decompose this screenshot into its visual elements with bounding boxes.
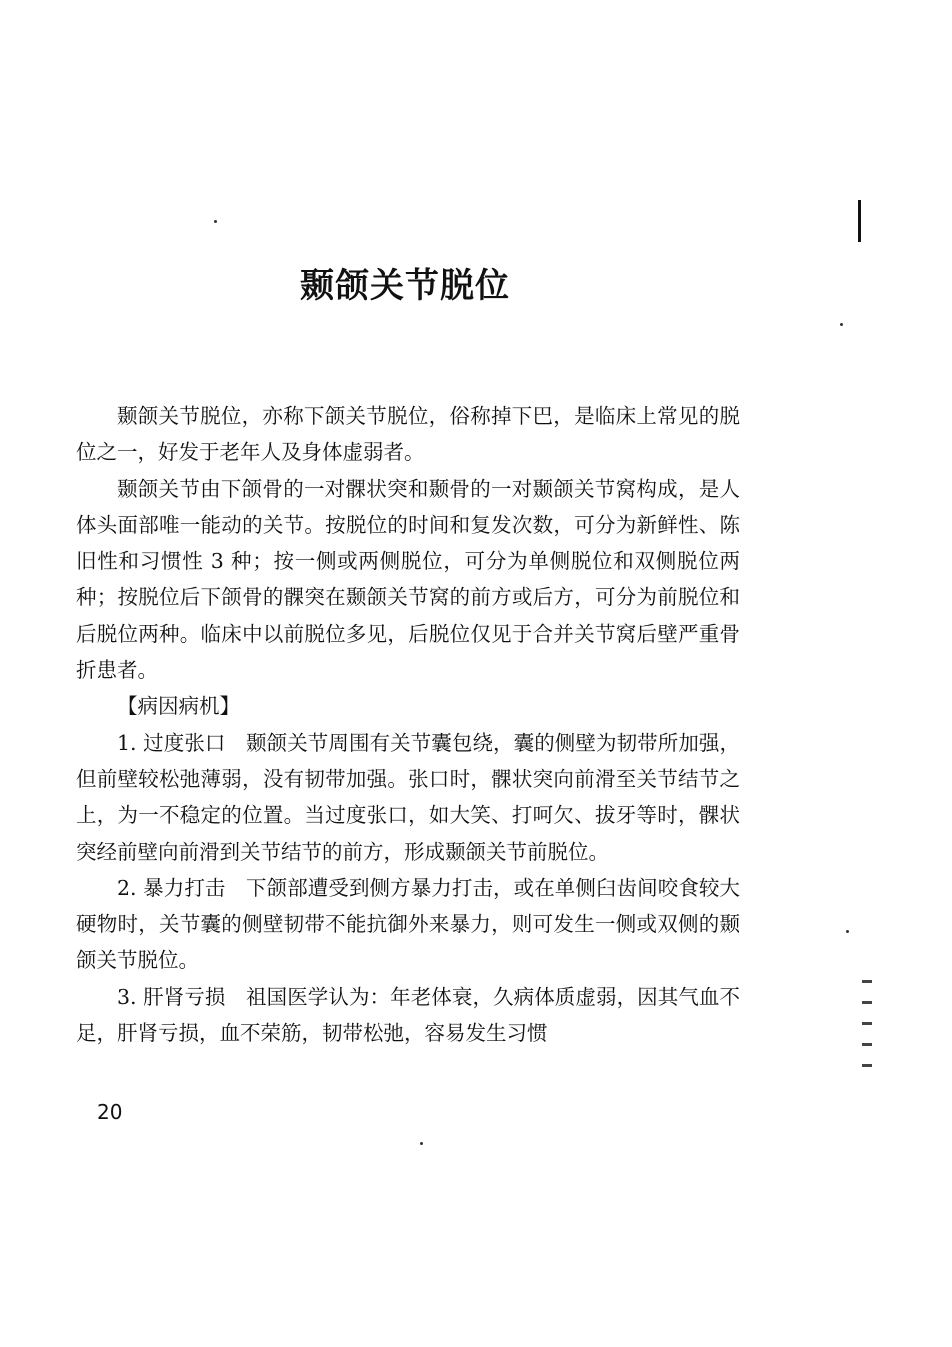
scan-speck xyxy=(840,323,843,326)
bleed-mark xyxy=(862,1001,872,1004)
cause-item-text: 下颌部遭受到侧方暴力打击，或在单侧臼齿间咬食较大硬物时，关节囊的侧壁韧带不能抗御外来暴力，则可发生一侧或双侧的颞颌关节脱位。 xyxy=(76,875,741,973)
bleed-mark xyxy=(862,1064,872,1067)
cause-item xyxy=(76,979,740,1052)
section-heading: 【病因病机】 xyxy=(117,694,240,719)
cause-item-label: 1. 过度张口 xyxy=(117,730,226,755)
scan-speck xyxy=(846,930,849,933)
scan-speck xyxy=(214,220,217,223)
bleed-mark xyxy=(862,1043,872,1046)
bleed-through-strip xyxy=(855,980,879,1120)
page-title: 颞颌关节脱位 xyxy=(300,266,510,306)
paragraph-anatomy: 颞颌关节由下颌骨的一对髁状突和颞骨的一对颞颌关节窝构成，是人体头面部唯一能动的关节。按脱位的时间和复发次数，可分为新鲜性、陈旧性和习惯性 3 种；按一侧或两侧脱位，可分为单侧脱位和双侧脱位两种；按脱位后下颌骨的髁突在颞颌关节窝的前方或后方，可分为前脱位和后脱位两种。临床中以前脱位多见，后脱位仅见于合并关节窝后壁严重骨折患者。 xyxy=(76,476,740,683)
cause-item-text: 祖国医学认为：年老体衰，久病体质虚弱，因其气血不足，肝肾亏损，血不荣筋，韧带松弛，容易发生习惯 xyxy=(76,984,741,1046)
body-text xyxy=(76,398,740,1051)
cause-item xyxy=(76,870,740,979)
cause-item xyxy=(76,725,740,870)
bleed-mark xyxy=(862,1022,872,1025)
scan-speck xyxy=(420,1142,423,1145)
page-number: 20 xyxy=(97,1100,123,1124)
cause-item-label: 2. 暴力打击 xyxy=(117,875,226,900)
paragraph-intro: 颞颌关节脱位，亦称下颌关节脱位，俗称掉下巴，是临床上常见的脱位之一，好发于老年人及身体虚弱者。 xyxy=(76,404,740,465)
margin-rule-mark xyxy=(858,200,861,242)
cause-item-label: 3. 肝肾亏损 xyxy=(117,984,226,1009)
bleed-mark xyxy=(862,980,872,983)
cause-item-text: 颞颌关节周围有关节囊包绕，囊的侧壁为韧带所加强，但前壁较松弛薄弱，没有韧带加强。张口时，髁状突向前滑至关节结节之上，为一不稳定的位置。当过度张口，如大笑、打呵欠、拔牙等时，髁状突经前壁向前滑到关节结节的前方，形成颞颌关节前脱位。 xyxy=(76,730,741,864)
